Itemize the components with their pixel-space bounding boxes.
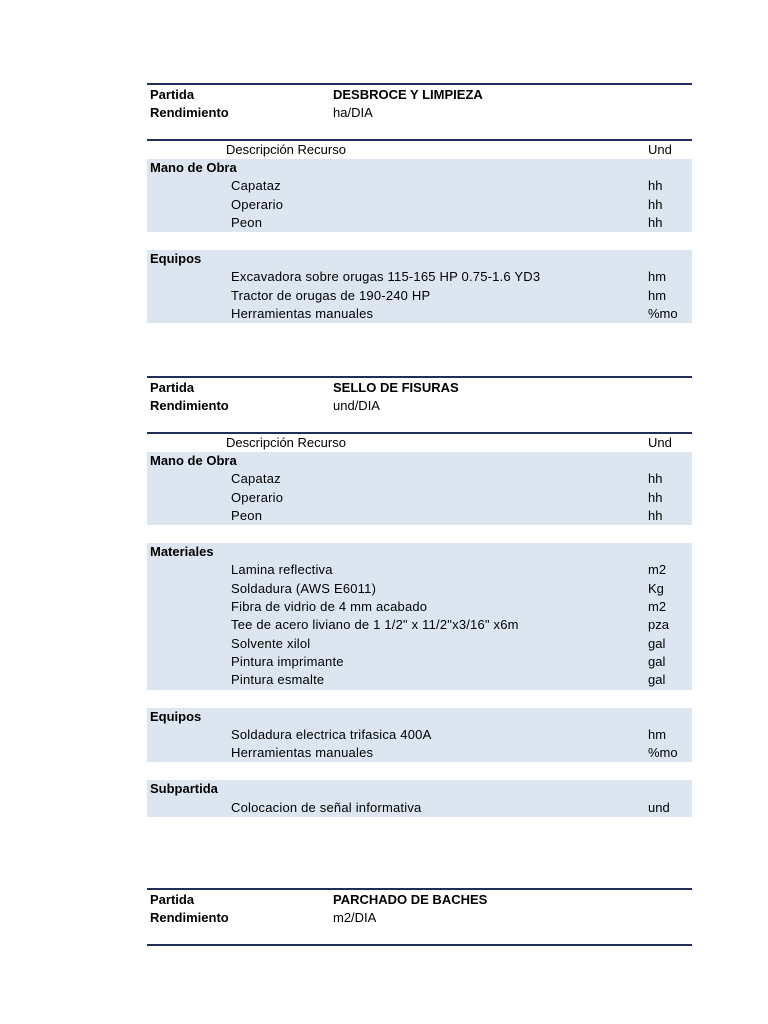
- item-unit: m2: [648, 599, 667, 615]
- item-desc: Peon: [231, 507, 263, 523]
- item-desc: Pintura esmalte: [231, 672, 325, 688]
- item-desc: Soldadura (AWS E6011): [231, 580, 377, 596]
- partida-label: Partida: [150, 380, 195, 395]
- table-row: [147, 635, 692, 653]
- resource-table-2: [147, 432, 692, 817]
- item-unit: m2: [648, 562, 667, 578]
- table-row: [147, 799, 692, 817]
- table-row: [147, 177, 692, 195]
- col-und-header: Und: [648, 142, 672, 157]
- table-row: [147, 616, 692, 634]
- item-desc: Colocacion de señal informativa: [231, 799, 422, 815]
- item-unit: gal: [648, 672, 666, 688]
- item-unit: Kg: [648, 580, 664, 596]
- table-row: [147, 489, 692, 507]
- item-unit: hh: [648, 507, 663, 523]
- table-row: [147, 507, 692, 525]
- item-desc: Fibra de vidrio de 4 mm acabado: [231, 599, 428, 615]
- table-row: [147, 214, 692, 232]
- item-desc: Tee de acero liviano de 1 1/2" x 11/2"x3/16" x6m: [231, 617, 519, 633]
- resource-table-1: [147, 139, 692, 323]
- item-unit: hh: [648, 196, 663, 212]
- partida-block-1: [147, 83, 692, 121]
- item-unit: hm: [648, 287, 667, 303]
- item-desc: Tractor de orugas de 190-240 HP: [231, 287, 431, 303]
- table-row: [147, 653, 692, 671]
- group-mano-de-obra: [147, 159, 692, 232]
- table-row: [147, 287, 692, 305]
- item-desc: Lamina reflectiva: [231, 562, 333, 578]
- item-desc: Peon: [231, 214, 263, 230]
- table-row: [147, 268, 692, 286]
- item-unit: %mo: [648, 745, 678, 761]
- col-desc-header: Descripción Recurso: [226, 435, 346, 450]
- item-desc: Operario: [231, 196, 284, 212]
- item-unit: hh: [648, 214, 663, 230]
- table-row: [147, 598, 692, 616]
- table-row: [147, 671, 692, 689]
- item-unit: hm: [648, 269, 667, 285]
- group-name: Subpartida: [150, 781, 218, 797]
- divider: [147, 944, 692, 946]
- column-header: [147, 434, 692, 452]
- item-desc: Herramientas manuales: [231, 745, 374, 761]
- table-row: [147, 726, 692, 744]
- item-desc: Excavadora sobre orugas 115-165 HP 0.75-1.6 YD3: [231, 269, 541, 285]
- item-desc: Herramientas manuales: [231, 306, 374, 322]
- group-name: Materiales: [150, 544, 214, 560]
- partida-value: SELLO DE FISURAS: [333, 380, 459, 395]
- group-name: Equipos: [150, 708, 202, 724]
- resource-table-3-top: [147, 944, 692, 946]
- table-row: [147, 561, 692, 579]
- rendimiento-value: und/DIA: [333, 398, 380, 413]
- item-unit: hh: [648, 178, 663, 194]
- partida-row: [147, 890, 692, 908]
- partida-label: Partida: [150, 87, 195, 102]
- rendimiento-label: Rendimiento: [150, 910, 229, 925]
- item-unit: und: [648, 799, 670, 815]
- rendimiento-row: [147, 908, 692, 926]
- group-materiales: [147, 543, 692, 689]
- table-row: [147, 196, 692, 214]
- table-row: [147, 305, 692, 323]
- group-subpartida: [147, 780, 692, 817]
- item-desc: Soldadura electrica trifasica 400A: [231, 726, 432, 742]
- col-desc-header: Descripción Recurso: [226, 142, 346, 157]
- partida-row: [147, 85, 692, 103]
- item-desc: Operario: [231, 489, 284, 505]
- item-unit: gal: [648, 635, 666, 651]
- item-unit: hm: [648, 726, 667, 742]
- partida-value: PARCHADO DE BACHES: [333, 892, 488, 907]
- item-desc: Capataz: [231, 178, 281, 194]
- table-row: [147, 744, 692, 762]
- group-name: Mano de Obra: [150, 453, 237, 468]
- item-unit: hh: [648, 489, 663, 505]
- item-desc: Solvente xilol: [231, 635, 311, 651]
- partida-row: [147, 378, 692, 396]
- rendimiento-value: ha/DIA: [333, 105, 373, 120]
- partida-value: DESBROCE Y LIMPIEZA: [333, 87, 483, 102]
- rendimiento-row: [147, 396, 692, 414]
- rendimiento-value: m2/DIA: [333, 910, 377, 925]
- item-unit: gal: [648, 653, 666, 669]
- group-equipos: [147, 708, 692, 763]
- partida-block-2: [147, 376, 692, 414]
- group-name: Equipos: [150, 251, 202, 267]
- table-row: [147, 580, 692, 598]
- group-mano-de-obra: [147, 452, 692, 525]
- item-unit: hh: [648, 471, 663, 487]
- table-row: [147, 470, 692, 488]
- group-name: Mano de Obra: [150, 160, 237, 175]
- item-unit: %mo: [648, 306, 678, 322]
- rendimiento-label: Rendimiento: [150, 105, 229, 120]
- column-header: [147, 141, 692, 159]
- group-equipos: [147, 250, 692, 323]
- item-desc: Pintura imprimante: [231, 653, 344, 669]
- item-unit: pza: [648, 617, 669, 633]
- rendimiento-row: [147, 103, 692, 121]
- partida-block-3: [147, 888, 692, 926]
- item-desc: Capataz: [231, 471, 281, 487]
- rendimiento-label: Rendimiento: [150, 398, 229, 413]
- col-und-header: Und: [648, 435, 672, 450]
- partida-label: Partida: [150, 892, 195, 907]
